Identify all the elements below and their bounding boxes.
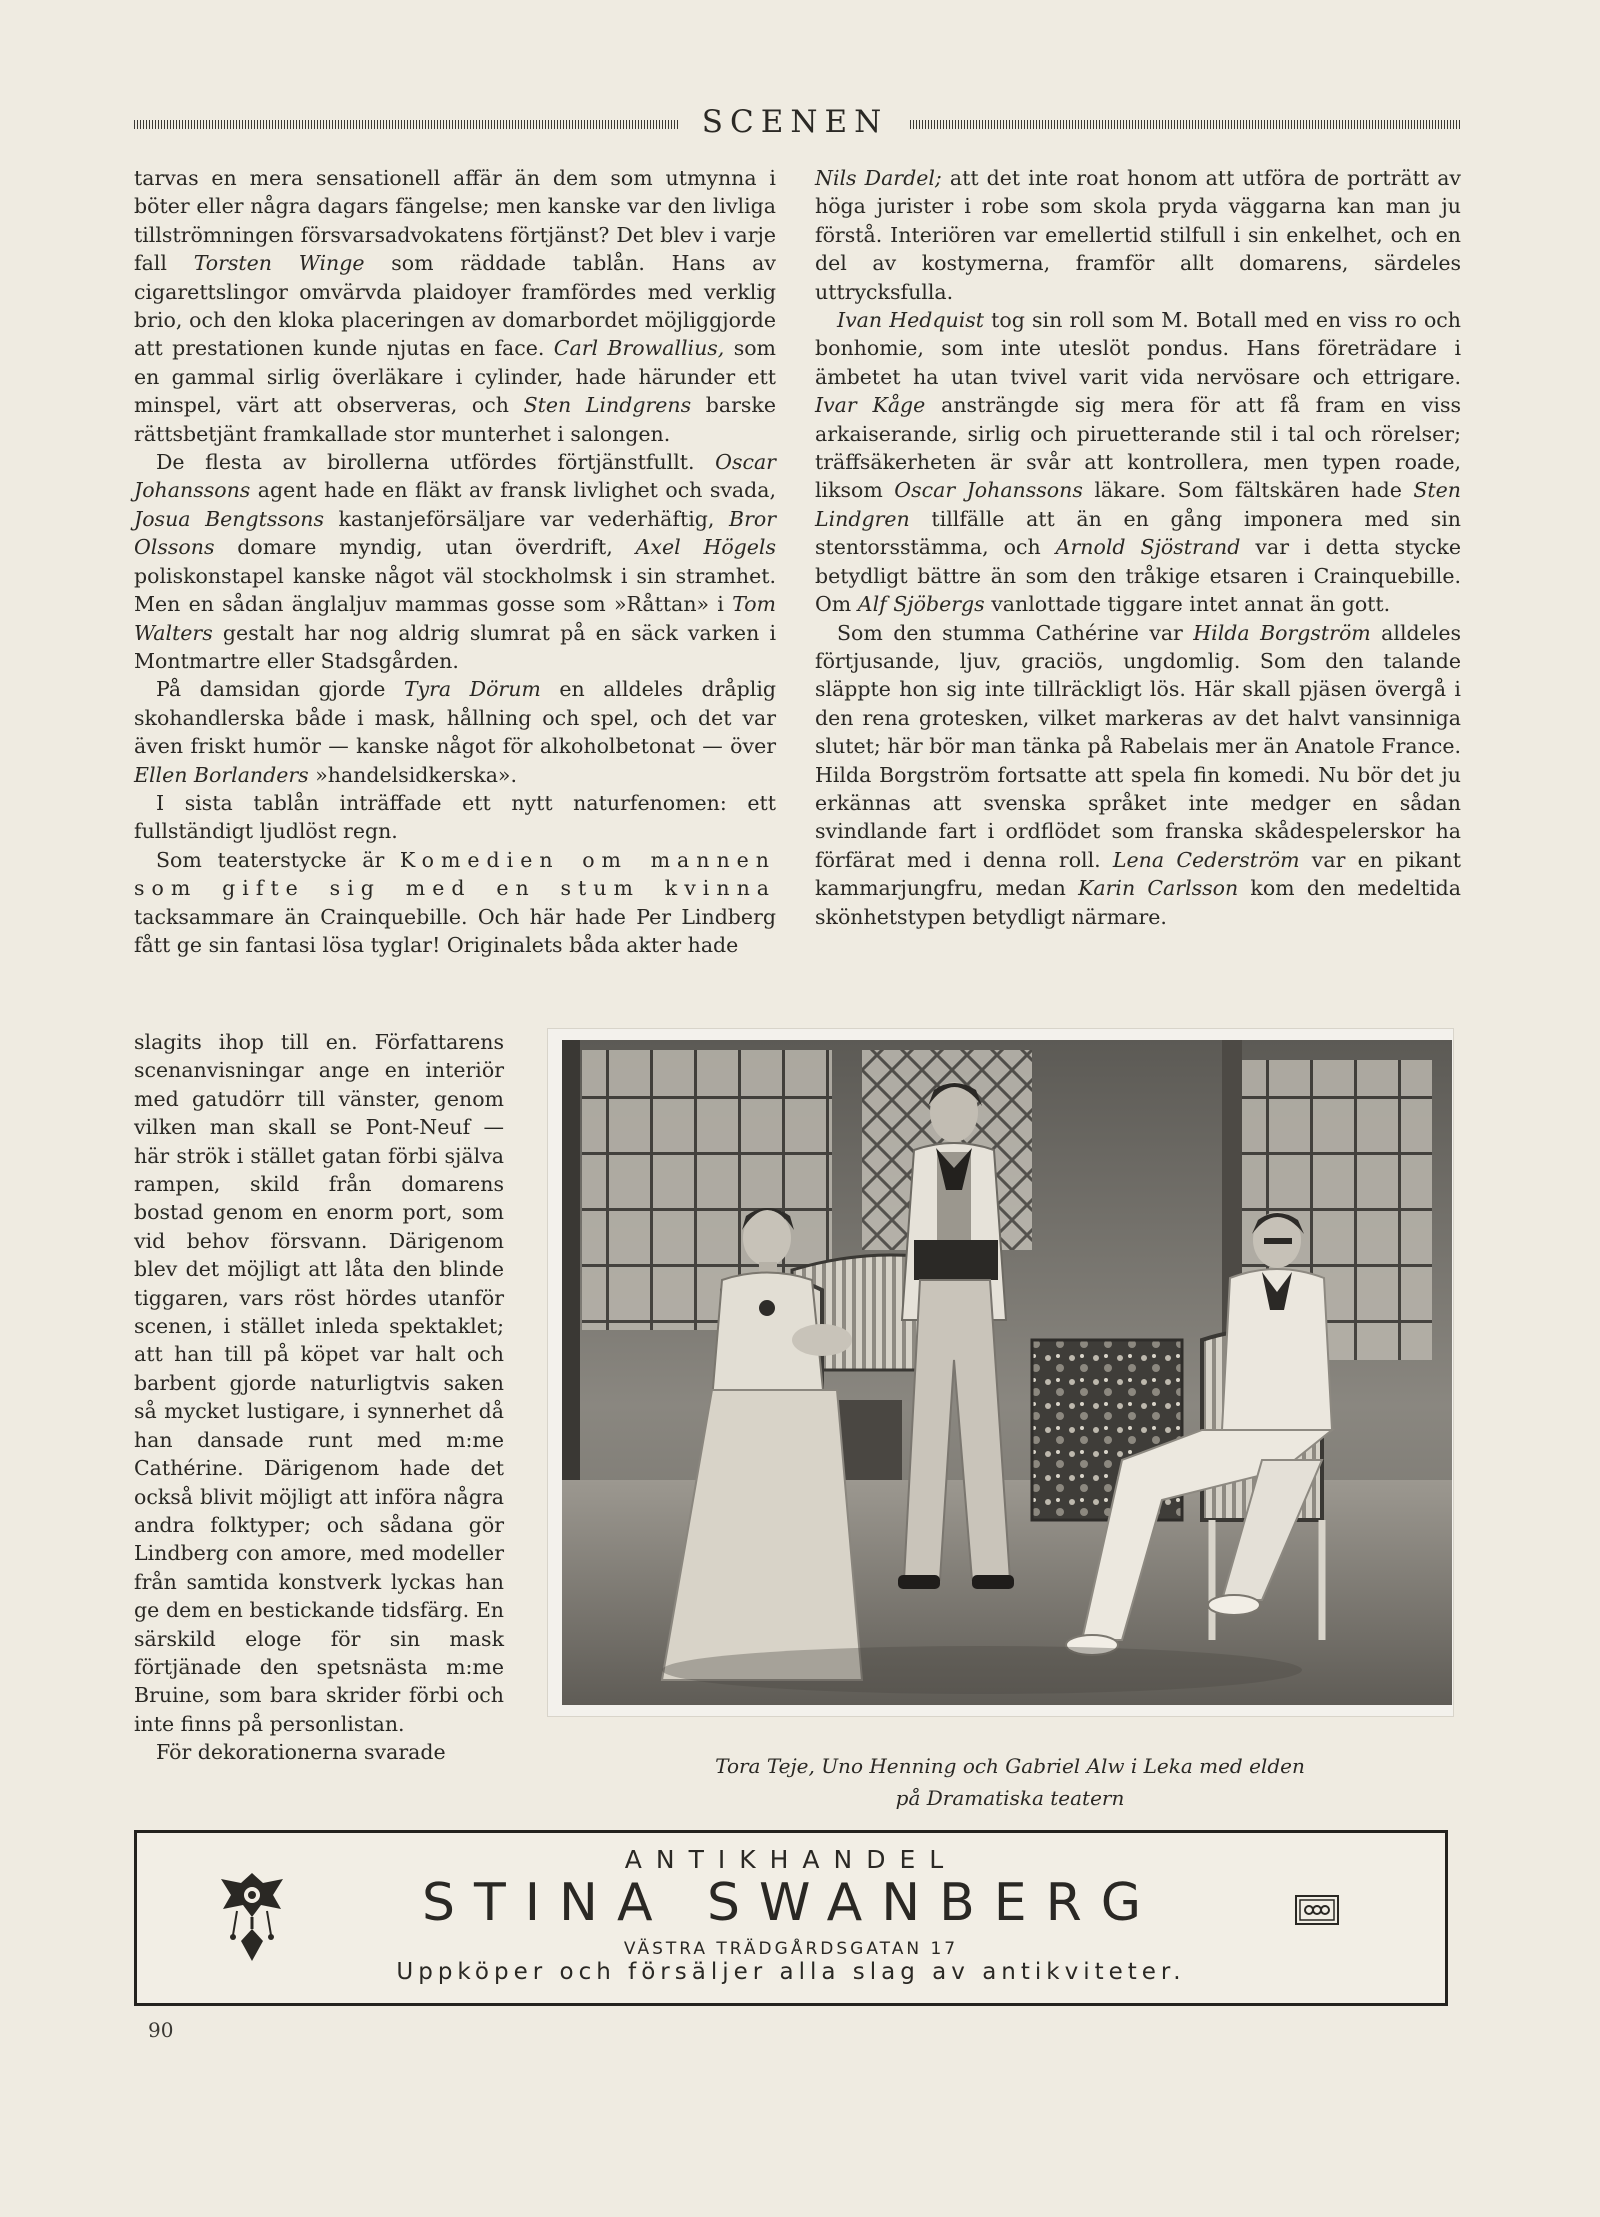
page-header xyxy=(134,104,1460,138)
paragraph: Nils Dardel; att det inte roat honom att utföra de porträtt av höga jurister i robe som skola pryda väggarna kan man ju förstå. Interiören var emellertid stilfull i sin enkelhet, och en del av kostymerna, framför allt domarens, särdeles uttrycksfulla. xyxy=(815,166,1462,304)
ad-tagline: Uppköper och försäljer alla slag av antikviteter. xyxy=(396,1959,1186,1985)
article-column-right xyxy=(815,164,1461,931)
section-title: SCENEN xyxy=(701,104,889,140)
caption-line: på Dramatiska teatern xyxy=(895,1786,1125,1810)
paragraph: För dekorationerna svarade xyxy=(156,1740,446,1765)
caption-line: Tora Teje, Uno Henning och Gabriel Alw i Leka med elden xyxy=(715,1754,1305,1778)
stage-scene-image xyxy=(562,1040,1452,1705)
ad-category: ANTIKHANDEL xyxy=(624,1845,958,1874)
paragraph: Ivan Hedquist tog sin roll som M. Botall med en viss ro och bonhomie, som inte uteslöt pondus. Hans företrädare i ämbetet ha utan tvivel varit vida nervösare och ettrigare. Ivar Kåge ansträngde sig mera för att få fram en viss arkaiserande, sirlig och piruetterande stil i tal och rörelser; träffsäkerheten är svår att kontrollera, men typen roade, liksom Oscar Johanssons läkare. Som fältskären hade Sten Lindgren tillfälle att än en gång imponera med sin stentorsstämma, och Arnold Sjöstrand var i detta stycke betydligt bättre än som den tråkige etsaren i Crainquebille. Om Alf Sjöbergs vanlottade tiggare intet annat än gott. xyxy=(815,308,1462,617)
article-column-left xyxy=(134,164,776,959)
header-rule-right xyxy=(910,120,1460,129)
ad-shop-name: STINA SWANBERG xyxy=(421,1873,1161,1933)
paragraph: tarvas en mera sensationell affär än dem som utmynna i böter eller några dagars fängelse; men kanske var den livliga tillströmningen försvarsadvokatens förtjänst? Det blev i varje fall Torsten Winge som räddade tablån. Hans av cigarettslingor omvärvda plaidoyer framfördes med verklig brio, och den kloka placeringen av domarbordet möjliggjorde att prestationen kunde njutas en face. Carl Browallius, som en gammal sirlig överläkare i cylinder, hade härunder ett minspel, värt att observeras, och Sten Lindgrens barske rättsbetjänt framkallade stor munterhet i salongen. xyxy=(134,166,776,446)
header-rule-left xyxy=(134,120,680,129)
paragraph: De flesta av birollerna utfördes förtjänstfullt. Oscar Johanssons agent hade en fläkt av fransk livlighet och svada, Josua Bengtssons kastanjeförsäljare var vederhäftig, Bror Olssons domare myndig, utan överdrift, Axel Högels poliskonstapel kanske något väl stockholmsk i sin stramhet. Men en sådan änglaljuv mammas gosse som »Råttan» i Tom Walters gestalt har nog aldrig slumrat på en säck varken i Montmartre eller Stadsgården. xyxy=(134,450,777,673)
paragraph: Som den stumma Cathérine var Hilda Borgström alldeles förtjusande, ljuv, graciös, ungdomlig. Som den talande släppte hon sig inte tillräckligt lös. Här skall pjäsen övergå i den rena grotesken, vilket markeras av det halvt vansinniga slutet; här bör man tänka på Rabelais mer än Anatole France. Hilda Borgström fortsatte att spela fin komedi. Nu bör det ju erkännas att svenska språket inte medger en sådan svindlande fart i ordflödet som franska skådespelerskor ha förfärat med i denna roll. Lena Cederström var en pikant kammarjungfru, medan Karin Carlsson kom den medeltida skönhetstypen betydligt närmare. xyxy=(815,620,1462,929)
photo-caption xyxy=(580,1750,1440,1814)
page-number: 90 xyxy=(148,2018,174,2042)
stage-photograph xyxy=(562,1040,1452,1705)
article-column-left-narrow xyxy=(134,1028,504,1767)
paragraph: slagits ihop till en. Författarens scenanvisningar ange en interiör med gatudörr till vänster, genom vilken man skall se Pont-Neuf — här strök i stället gatan förbi själva rampen, skild från domarens bostad genom en enorm port, som vid behov försvann. Därigenom blev det möjligt att låta den blinde tiggaren, vars röst hördes utanför scenen, i stället inleda spektaklet; att han till på köpet var halt och barbent gjorde naturligtvis saken så mycket lustigare, i synnerhet då han dansade runt med m:me Cathérine. Därigenom hade det också blivit möjligt att införa några andra folktyper; och sådana gör Lindberg con amore, med modeller från samtida konstverk lyckas han ge dem en bestickande tidsfärg. En särskild eloge för sin mask förtjänade den spetsnästa m:me Bruine, som bara skrider förbi och inte finns på personlistan. xyxy=(134,1030,504,1736)
ad-address: VÄSTRA TRÄDGÅRDSGATAN 17 xyxy=(623,1939,959,1959)
paragraph: På damsidan gjorde Tyra Dörum en alldeles dråplig skohandlerska både i mask, hållning och spel, och det var även friskt humör — kanske något för alkoholbetonat — över Ellen Borlanders »handelsidkerska». xyxy=(134,677,776,787)
paragraph: I sista tablån inträffade ett nytt naturfenomen: ett fullständigt ljudlöst regn. xyxy=(134,790,776,844)
advertisement-box xyxy=(134,1830,1448,2006)
paragraph: Som teaterstycke är Komedien om mannen som gifte sig med en stum kvinna tacksammare än Crainquebille. Och här hade Per Lindberg fått ge sin fantasi lösa tyglar! Originalets båda akter hade xyxy=(134,847,777,957)
printer-mark-icon xyxy=(1295,1895,1339,1925)
